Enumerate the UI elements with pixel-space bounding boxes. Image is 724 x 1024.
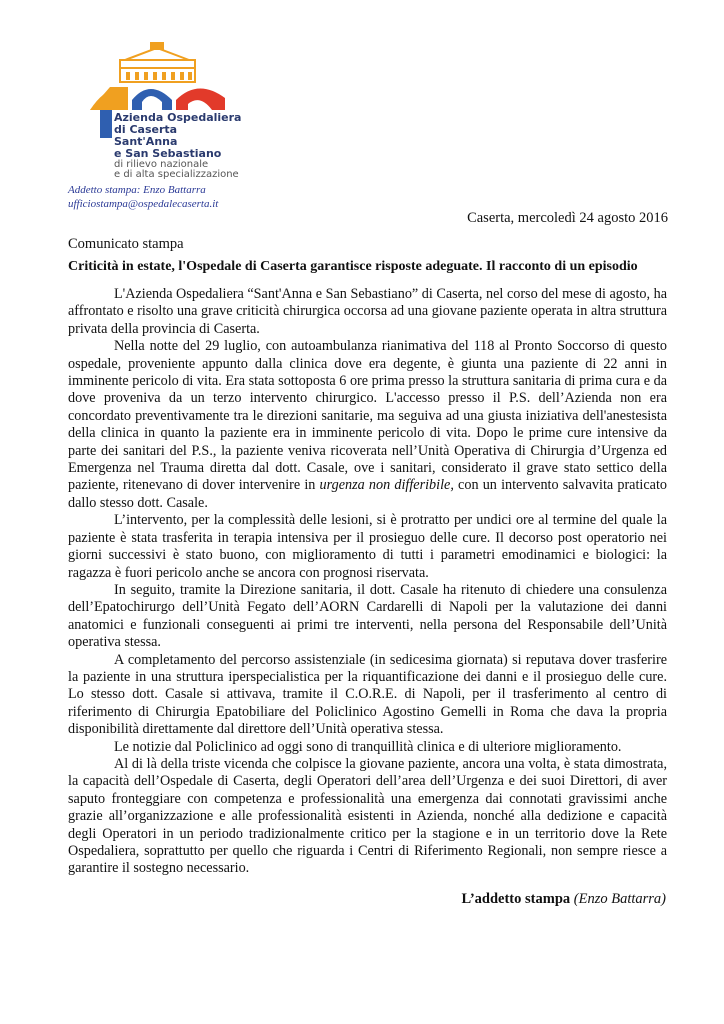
logo-line-1: Azienda Ospedaliera: [114, 111, 242, 124]
paragraph-2: [68, 338, 667, 512]
paragraph-6: Le notizie dal Policlinico ad oggi sono di tranquillità clinica e di ulteriore miglioramento.: [114, 738, 622, 755]
document-body: [68, 286, 667, 878]
logo-line-5: di rilievo nazionale: [114, 159, 209, 170]
document-heading: Comunicato stampa: [68, 236, 184, 252]
hospital-logo: [80, 42, 242, 182]
paragraph-2-text: Nella notte del 29 luglio, con autoambulanza rianimativa del 118 al Pronto Soccorso di questo ospedale, proveniente appunto dalla clinica dove era degente, è giunta una paziente di 22 anni in imminente pericolo di vita. Era stata sottoposta 6 ore prima presso la struttura sanitaria di prima cura e da dove proveniva da un terzo intervento chirurgico. L'accesso presso il P.S. dell’Azienda non era concordato preventivamente tra le direzioni sanitarie, ma seguiva ad una giusta iniziativa dell'anestesista della clinica in quanto la paziente era in imminente pericolo di vita. Dopo le prime cure intensive da parte dei sanitari del P.S., la paziente veniva ricoverata nell’Unità Operativa di Chirurgia d’Urgenza ed Emergenza nel Trauma diretta dal dott. Casale, ove i sanitari, considerato il grave stato settico della paziente, ritenevano di dover intervenire in: [68, 338, 667, 494]
signature: [462, 891, 667, 908]
signature-label: L’addetto stampa: [461, 891, 571, 907]
document-title: Criticità in estate, l'Ospedale di Caserta garantisce risposte adeguate. Il racconto di un episodio: [68, 259, 638, 274]
paragraph-4: In seguito, tramite la Direzione sanitaria, il dott. Casale ha ritenuto di chiedere una consulenza dell’Epatochirurgo dell’Unità Fegato dell’AORN Cardarelli di Napoli per la valutazione dei danni anatomici e funzionali conseguenti ai primi tre interventi, nella persona del Responsabile dell’Unità operativa stessa.: [68, 581, 667, 651]
paragraph-2-tail: con un intervento salvavita praticato dallo stesso dott. Casale.: [68, 477, 667, 511]
press-officer: Addetto stampa: Enzo Battarra: [68, 184, 206, 196]
press-contact: [68, 183, 218, 211]
document-date: Caserta, mercoledì 24 agosto 2016: [467, 210, 668, 226]
logo-line-6: e di alta specializzazione: [114, 169, 239, 180]
paragraph-1: L'Azienda Ospedaliera “Sant'Anna e San Sebastiano” di Caserta, nel corso del mese di agosto, ha affrontato e risolto una grave criticità chirurgica occorsa ad una giovane paziente operata in altra struttura privata della provincia di Caserta.: [68, 286, 667, 337]
paragraph-7: Al di là della triste vicenda che colpisce la giovane paziente, ancora una volta, è stata dimostrata, la capacità dell’Ospedale di Caserta, degli Operatori dell’area dell’Urgenza e dei suoi Direttori, di aver saputo fronteggiare con competenza e professionalità una emergenza dai connotati gravissimi anche grazie all’organizzazione e alle professionalità esistenti in Azienda, nonché alla dedizione e capacità degli Operatori in un periodo tradizionalmente critico per la stagione e in un territorio dove la Rete Ospedaliera, soprattutto per quello che riguarda i Centri di Riferimento Regionali, non sempre riesce a garantire il sostegno necessario.: [68, 755, 667, 877]
logo-text: [114, 112, 244, 180]
paragraph-2-italic: urgenza non differibile,: [319, 477, 454, 494]
press-email[interactable]: ufficiostampa@ospedalecaserta.it: [68, 198, 219, 210]
paragraph-3: L’intervento, per la complessità delle lesioni, si è protratto per undici ore al termine del quale la paziente è stata trasferita in terapia intensiva per il prosieguo delle cure. Il decorso post operatorio nei giorni successivi è stato buono, con miglioramento di tutti i parametri emodinamici e biologici: la ragazza è fuori pericolo anche se ancora con prognosi riservata.: [68, 512, 667, 581]
paragraph-5: A completamento del percorso assistenziale (in sedicesima giornata) si reputava dover trasferire la paziente in una struttura iperspecialistica per la riquantificazione dei danni e il prosieguo delle cure. Lo stesso dott. Casale si attivava, tramite il C.O.R.E. di Napoli, per il trasferimento al centro di riferimento di Chirurgia Epatobiliare del Policlinico Agostino Gemelli in Roma che dava la propria disponibilità direttamente dal direttore dell’Unità operativa stessa.: [68, 651, 667, 738]
logo-line-2: di Caserta: [114, 123, 178, 136]
logo-line-3: Sant'Anna: [114, 135, 178, 148]
logo-line-4: e San Sebastiano: [114, 147, 222, 160]
signature-name: (Enzo Battarra): [573, 891, 666, 907]
